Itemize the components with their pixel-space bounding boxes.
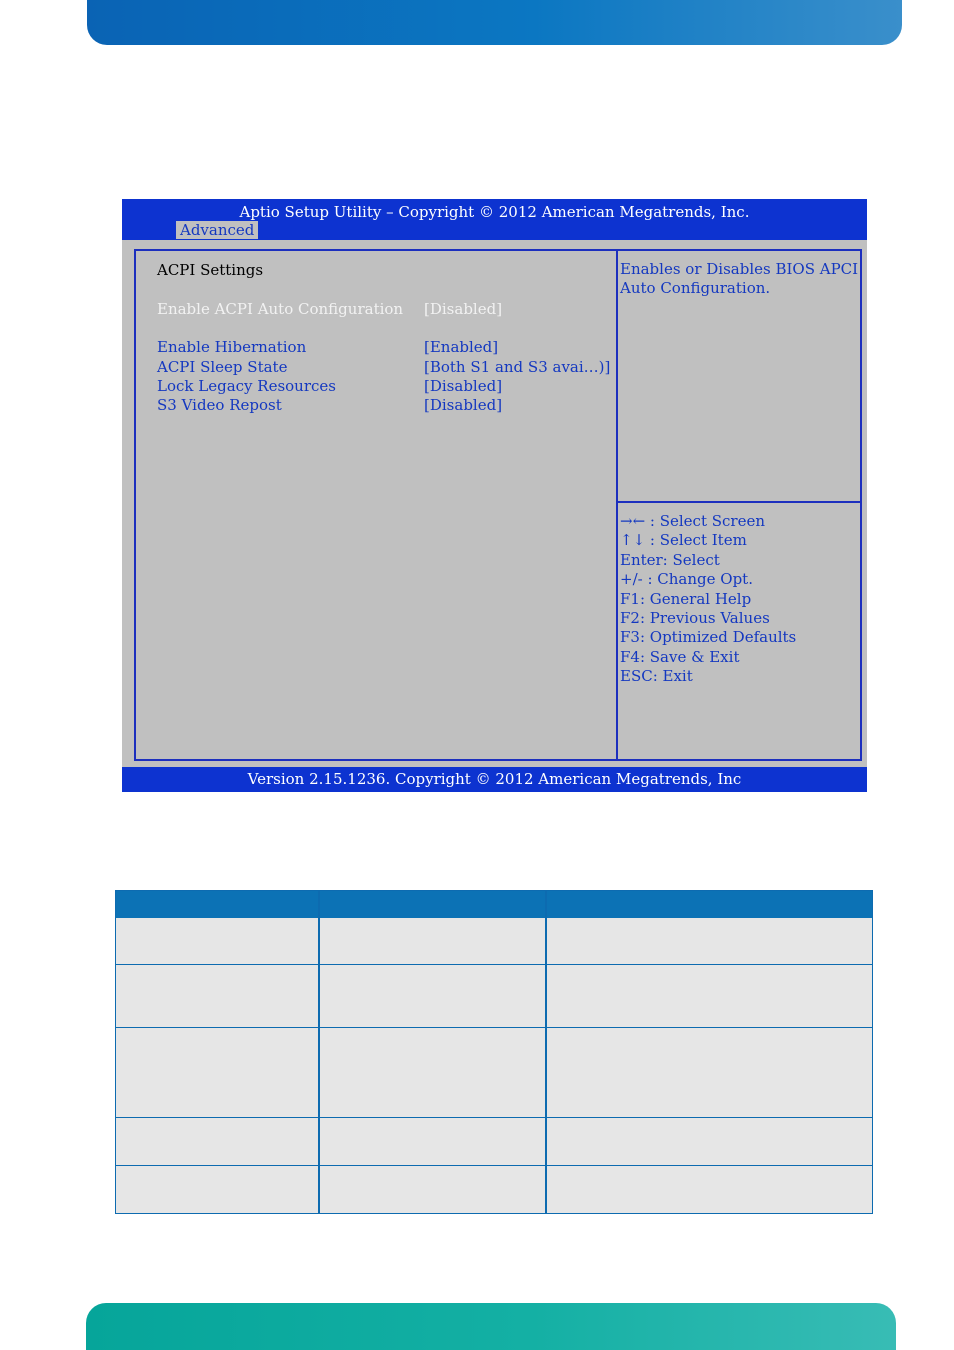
key-help-item: F4: Save & Exit — [620, 647, 740, 666]
setting-label: ACPI Sleep State — [157, 358, 288, 376]
setting-label: S3 Video Repost — [157, 396, 282, 414]
setting-enable-hibernation[interactable] — [157, 338, 499, 357]
setting-enable-acpi-auto-config[interactable] — [157, 300, 503, 319]
bios-footer: Version 2.15.1236. Copyright © 2012 American Megatrends, Inc — [122, 767, 867, 792]
bios-title: Aptio Setup Utility – Copyright © 2012 American Megatrends, Inc. — [239, 203, 750, 221]
key-help-item: ESC: Exit — [620, 667, 693, 686]
setting-s3-video-repost[interactable] — [157, 396, 503, 415]
key-help-item: Enter: Select — [620, 550, 720, 569]
table-row — [116, 1118, 872, 1166]
setting-value[interactable]: [Enabled] — [424, 338, 499, 356]
setting-acpi-sleep-state[interactable] — [157, 358, 611, 377]
key-help-panel — [616, 501, 862, 761]
table-header-cell — [116, 891, 318, 918]
help-panel — [616, 249, 862, 503]
tab-advanced[interactable]: Advanced — [176, 221, 258, 239]
section-title: ACPI Settings — [157, 261, 264, 279]
setting-value[interactable]: [Disabled] — [424, 300, 503, 318]
setting-lock-legacy-resources[interactable] — [157, 377, 503, 396]
setting-value[interactable]: [Both S1 and S3 avai…)] — [424, 358, 611, 376]
table-header-cell — [320, 891, 546, 918]
table-row — [116, 1028, 872, 1118]
key-help-item: +/- : Change Opt. — [620, 570, 753, 589]
key-help-item: ↑↓ : Select Item — [620, 531, 747, 550]
key-help-list — [620, 512, 796, 687]
key-help-item: F2: Previous Values — [620, 609, 770, 628]
bios-header — [122, 199, 867, 240]
key-help-item: F1: General Help — [620, 589, 752, 608]
setting-label: Enable ACPI Auto Configuration — [157, 300, 404, 318]
table-header — [116, 891, 872, 918]
bios-setup-window — [122, 199, 867, 792]
setting-value[interactable]: [Disabled] — [424, 377, 503, 395]
table-column-divider — [545, 891, 547, 1213]
table-row — [116, 1166, 872, 1213]
table-header-cell — [547, 891, 872, 918]
setting-label: Lock Legacy Resources — [157, 377, 336, 395]
help-text: Enables or Disables BIOS APCI Auto Configuration. — [620, 260, 859, 297]
settings-panel — [134, 249, 618, 761]
key-help-item: F3: Optimized Defaults — [620, 628, 797, 647]
setting-value[interactable]: [Disabled] — [424, 396, 503, 414]
table-column-divider — [318, 891, 320, 1213]
page-header-band — [87, 0, 902, 45]
table-row — [116, 965, 872, 1028]
key-help-item: →← : Select Screen — [620, 512, 766, 530]
settings-table — [115, 890, 873, 1214]
page-footer-band — [86, 1303, 896, 1350]
table-row — [116, 918, 872, 965]
setting-label: Enable Hibernation — [157, 338, 307, 356]
